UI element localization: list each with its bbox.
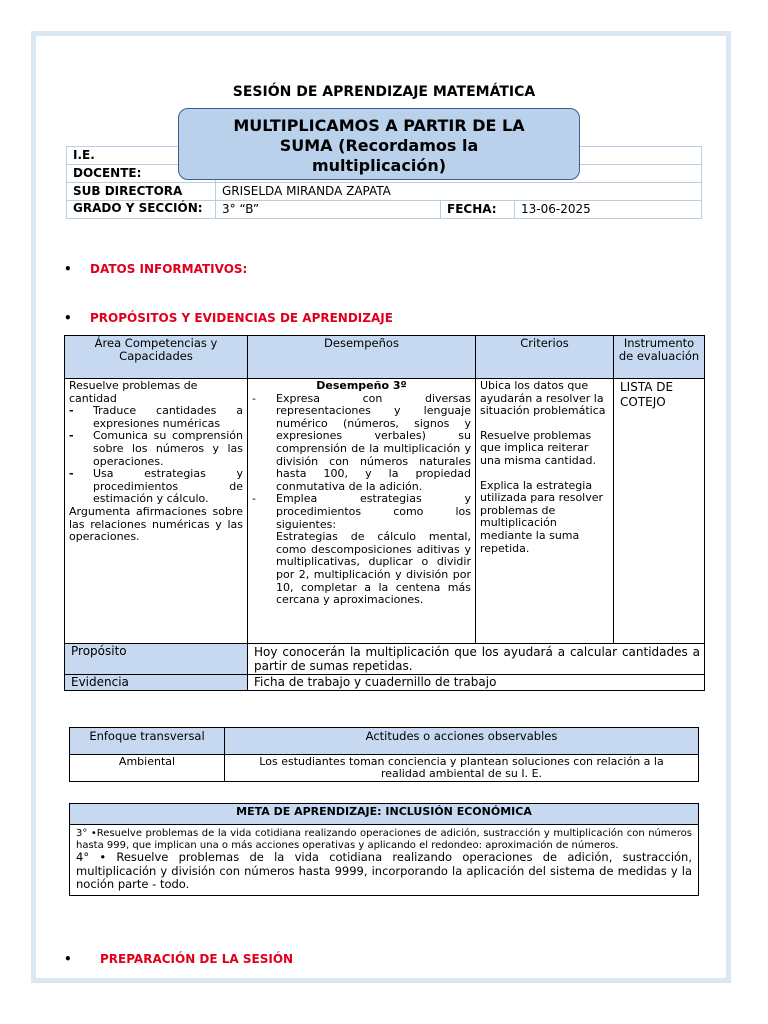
instrumento-cell: LISTA DE COTEJO [614, 379, 705, 644]
banner-line-1: MULTIPLICAMOS A PARTIR DE LA [233, 116, 525, 135]
propositos-content-row [65, 379, 705, 644]
meta-content-row [70, 825, 699, 896]
criterio-2: Resuelve problemas que implica reiterar una misma cantidad. [480, 428, 596, 467]
subdirectora-value: GRISELDA MIRANDA ZAPATA [216, 183, 702, 201]
enfoque-header: Enfoque transversal [70, 728, 225, 755]
desempeno-item: - Emplea estrategias y procedimientos como los siguientes: [252, 492, 471, 531]
enfoque-header-row [70, 728, 699, 755]
criterio-1: Ubica los datos que ayudarán a resolver la situación problemática [480, 379, 606, 418]
fecha-value: 13-06-2025 [515, 201, 702, 219]
desempeno-title: Desempeño 3º [316, 379, 407, 392]
meta-content [70, 825, 699, 896]
info-row-grado [67, 201, 702, 219]
header-desempenos: Desempeños [248, 336, 476, 379]
bullet-icon: • [64, 311, 72, 325]
section-datos-informativos: • DATOS INFORMATIVOS: [64, 262, 248, 276]
meta-paragraph-4: 4° • Resuelve problemas de la vida cotidiana realizando operaciones de adición, sustracción, multiplicación y división con números hasta 9999, incorporando la aplicación del sistema de medidas y la noción parte - todo. [76, 850, 692, 891]
proposito-row [65, 644, 705, 675]
meta-paragraph-3: 3° •Resuelve problemas de la vida cotidiana realizando operaciones de adición, sustracción y multiplicación con números hasta 999, que implican una o más acciones operativas y aplicando el redondeo: aproximación de números. [76, 828, 692, 851]
competencia-item: - Traduce cantidades a expresiones numéricas [69, 404, 243, 430]
meta-table [69, 803, 699, 896]
section-propositos: • PROPÓSITOS Y EVIDENCIAS DE APRENDIZAJE [64, 311, 393, 325]
actitudes-header: Actitudes o acciones observables [225, 728, 699, 755]
header-criterios: Criterios [476, 336, 614, 379]
enfoque-table [69, 727, 699, 782]
subdirectora-label: SUB DIRECTORA [67, 183, 216, 201]
enfoque-row [70, 755, 699, 782]
section-preparacion: • PREPARACIÓN DE LA SESIÓN [64, 952, 294, 966]
competencia-item: - Usa estrategias y procedimientos de estimación y cálculo. [69, 467, 243, 506]
criterio-3: Explica la estrategia utilizada para resolver problemas de multiplicación mediante la suma repetida. [480, 478, 604, 555]
document-title: SESIÓN DE APRENDIZAJE MATEMÁTICA [232, 84, 536, 100]
competencia-item: - Comunica su comprensión sobre los números y las operaciones. [69, 429, 243, 468]
fecha-label: FECHA: [441, 201, 515, 219]
meta-header-row [70, 804, 699, 825]
meta-header: META DE APRENDIZAJE: INCLUSIÓN ECONÓMICA [70, 804, 699, 825]
evidencia-label: Evidencia [65, 675, 248, 691]
proposito-text: Hoy conocerán la multiplicación que los ayudará a calcular cantidades a partir de sumas repetidas. [248, 644, 705, 675]
bullet-icon: • [64, 952, 72, 966]
enfoque-label: Ambiental [70, 755, 225, 782]
info-row-subdirectora [67, 183, 702, 201]
enfoque-text: Los estudiantes toman conciencia y plantean soluciones con relación a la realidad ambiental de su I. E. [225, 755, 699, 782]
criterios-cell [476, 379, 614, 644]
banner-line-2: SUMA (Recordamos la [279, 136, 479, 155]
desempenos-cell [248, 379, 476, 644]
header-competencias: Área Competencias y Capacidades [65, 336, 248, 379]
ie-label: I.E. [67, 147, 216, 165]
propositos-header-row [65, 336, 705, 379]
proposito-label: Propósito [65, 644, 248, 675]
competencias-cell [65, 379, 248, 644]
competencia-outro: Argumenta afirmaciones sobre las relaciones numéricas y las operaciones. [69, 504, 243, 544]
evidencia-text: Ficha de trabajo y cuadernillo de trabajo [248, 675, 705, 691]
header-instrumento: Instrumento de evaluación [614, 336, 705, 379]
desempeno-item: - Expresa con diversas representaciones y lenguaje numérico (números, signos y expresiones verbales) su comprensión de la multiplicación y división con números naturales hasta 100, y la propiedad conmutativa de la adición. [252, 391, 471, 493]
propositos-table [64, 335, 705, 691]
bullet-icon: • [64, 262, 72, 276]
grado-label: GRADO Y SECCIÓN: [67, 201, 216, 219]
grado-value: 3° “B” [216, 201, 441, 219]
desempeno-extra: Estrategias de cálculo mental, como descomposiciones aditivas y multiplicativas, duplicar o dividir por 2, multiplicación y división por 10, completar a la centena más cercana y aproximaciones. [276, 530, 471, 607]
evidencia-row [65, 675, 705, 691]
competencia-intro: Resuelve problemas de cantidad [69, 379, 198, 405]
banner-line-3: multiplicación) [311, 156, 447, 175]
session-title-banner [178, 108, 580, 180]
docente-label: DOCENTE: [67, 165, 216, 183]
